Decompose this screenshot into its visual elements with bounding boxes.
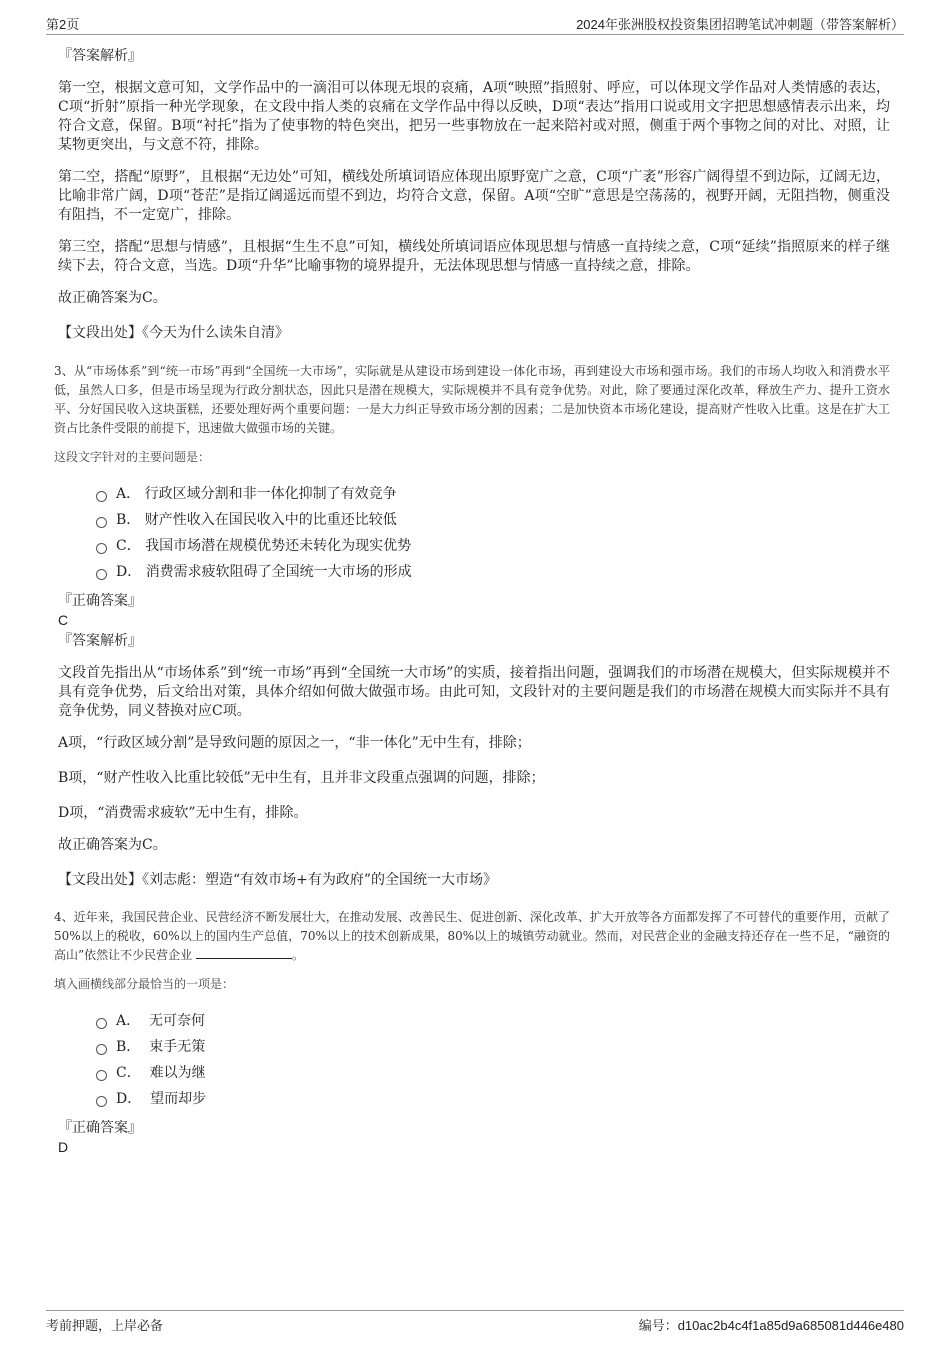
option-a[interactable]: A． 行政区域分割和非一体化抑制了有效竞争 [96,481,890,507]
question-4-text: 4、近年来，我国民营企业、民营经济不断发展壮大，在推动发展、改善民生、促进创新、深化改革、扩大开放等各方面都发挥了不可替代的重要作用，贡献了50%以上的税收，60%以上的国内生产总值，70%以上的技术创新成果，80%以上的城镇劳动就业。然而，对民营企业的金融支持还存在一些不足，“融资的高山”依然让不少民营企业 。 [54,910,890,962]
radio-icon[interactable] [96,1070,107,1081]
footer-slogan: 考前押题，上岸必备 [46,1318,164,1333]
analysis-paragraph: D项，“消费需求疲软”无中生有，排除。 [58,805,308,821]
page-footer [46,1310,904,1335]
analysis-conclusion: 故正确答案为C。 [58,290,167,306]
question-3-stem: 这段文字针对的主要问题是： [54,450,211,464]
analysis-paragraph: 第三空，搭配“思想与情感”，且根据“生生不息”可知，横线处所填词语应体现思想与情感一直持续之意，C项“延续”指照原来的样子继续下去，符合文意，当选。D项“升华”比喻事物的境界提升，无法体现思想与情感一直持续之意，排除。 [58,239,890,274]
radio-icon[interactable] [96,543,107,554]
option-a[interactable]: A． 无可奈何 [96,1008,890,1034]
analysis-label: 『答案解析』 [58,633,142,649]
radio-icon[interactable] [96,517,107,528]
analysis-paragraph: B项，“财产性收入比重比较低”无中生有，且并非文段重点强调的问题，排除； [58,770,545,786]
question-4-stem: 填入画横线部分最恰当的一项是： [54,977,235,991]
document-body [54,46,890,1156]
option-d[interactable]: D． 望而却步 [96,1086,890,1112]
analysis-conclusion: 故正确答案为C。 [58,837,167,853]
option-c[interactable]: C． 我国市场潜在规模优势还未转化为现实优势 [96,533,890,559]
option-b[interactable]: B． 束手无策 [96,1034,890,1060]
radio-icon[interactable] [96,1018,107,1029]
correct-answer-label: 『正确答案』 [58,593,142,609]
document-id: 编号：d10ac2b4c4f1a85d9a685081d446e480 [638,1318,904,1333]
correct-answer: C [58,612,69,628]
fill-in-blank[interactable] [196,946,292,959]
source-citation: 【文段出处】《刘志彪：塑造“有效市场+有为政府”的全国统一大市场》 [58,872,498,888]
question-4-options [58,1008,890,1112]
page-number: 第2页 [46,17,80,32]
document-title: 2024年张洲股权投资集团招聘笔试冲刺题（带答案解析） [576,17,904,32]
analysis-paragraph: 文段首先指出从“市场体系”到“统一市场”再到“全国统一大市场”的实质，接着指出问题，强调我们的市场潜在规模大，但实际规模并不具有竞争优势，后文给出对策，具体介绍如何做大做强市场。由此可知，文段针对的主要问题是我们的市场潜在规模大而实际并不具有竞争优势，同义替换对应C项。 [58,665,890,719]
correct-answer: D [58,1139,69,1155]
radio-icon[interactable] [96,491,107,502]
analysis-paragraph: 第二空，搭配“原野”，且根据“无边处”可知，横线处所填词语应体现出原野宽广之意，C项“广袤”形容广阔得望不到边际，辽阔无边，比喻非常广阔，D项“苍茫”是指辽阔遥远而望不到边，均符合文意，保留。A项“空旷”意思是空荡荡的，视野开阔，无阻挡物，侧重没有阻挡，不一定宽广，排除。 [58,169,890,223]
radio-icon[interactable] [96,1044,107,1055]
radio-icon[interactable] [96,1096,107,1107]
analysis-label: 『答案解析』 [58,48,142,64]
question-3-options [58,481,890,585]
analysis-paragraph: A项，“行政区域分割”是导致问题的原因之一，“非一体化”无中生有，排除； [58,735,531,751]
option-c[interactable]: C． 难以为继 [96,1060,890,1086]
question-3-text: 3、从“市场体系”到“统一市场”再到“全国统一大市场”，实际就是从建设市场到建设一体化市场，再到建设大市场和强市场。我们的市场人均收入和消费水平低，虽然人口多，但是市场呈现为行政分割状态，因此只是潜在规模大，实际规模并不具有竞争优势。对此，除了要通过深化改革，释放生产力、提升工资水平、分好国民收入这块蛋糕，还要处理好两个重要问题：一是大力纠正导致市场分割的因素；二是加快资本市场化建设，提高财产性收入比重。这是在扩大工资占比条件受限的前提下，迅速做大做强市场的关键。 [54,364,890,435]
radio-icon[interactable] [96,569,107,580]
option-b[interactable]: B． 财产性收入在国民收入中的比重还比较低 [96,507,890,533]
page-header [46,12,904,35]
analysis-paragraph: 第一空，根据文意可知，文学作品中的一滴泪可以体现无垠的哀痛，A项“映照”指照射、呼应，可以体现文学作品对人类情感的表达，C项“折射”原指一种光学现象，在文段中指人类的哀痛在文学作品中得以反映，D项“表达”指用口说或用文字把思想感情表示出来，均符合文意，保留。B项“衬托”指为了使事物的特色突出，把另一些事物放在一起来陪衬或对照，侧重于两个事物之间的对比、对照，让某物更突出，与文意不符，排除。 [58,80,890,153]
source-citation: 【文段出处】《今天为什么读朱自清》 [58,325,289,341]
option-d[interactable]: D． 消费需求疲软阻碍了全国统一大市场的形成 [96,559,890,585]
correct-answer-label: 『正确答案』 [58,1120,142,1136]
